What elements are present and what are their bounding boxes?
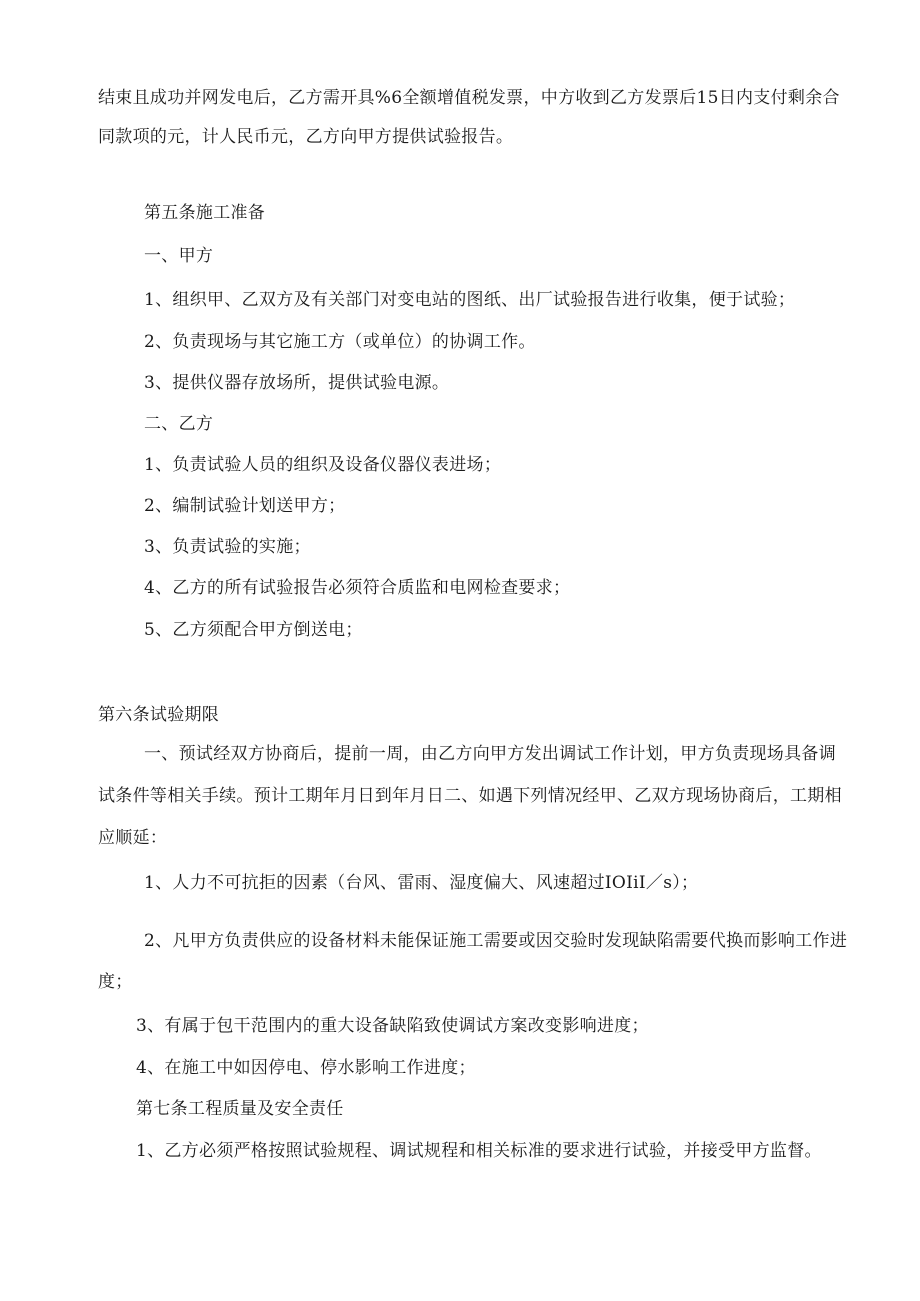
- party-b-item-1: 1、负责试验人员的组织及设备仪器仪表进场；: [144, 455, 502, 475]
- article7-item-1: 1、乙方必须严格按照试验规程、调试规程和相关标准的要求进行试验，并接受甲方监督。: [136, 1141, 822, 1161]
- article6-para1-line-3: 应顺延：: [98, 828, 168, 848]
- party-b-item-4: 4、乙方的所有试验报告必须符合质监和电网检查要求；: [144, 578, 571, 598]
- article6-para1-line-2: 试条件等相关手续。预计工期年月日到年月日二、如遇下列情况经甲、乙双方现场协商后，工期相: [98, 786, 842, 806]
- article6-item-4: 4、在施工中如因停电、停水影响工作进度；: [136, 1058, 476, 1078]
- article6-item-2-line-1: 2、凡甲方负责供应的设备材料未能保证施工需要或因交验时发现缺陷需要代换而影响工作进: [144, 931, 848, 951]
- article6-para1-line-1: 一、预试经双方协商后，提前一周，由乙方向甲方发出调试工作计划，甲方负责现场具备调: [144, 744, 836, 764]
- article6-item-3: 3、有属于包干范围内的重大设备缺陷致使调试方案改变影响进度；: [136, 1016, 649, 1036]
- party-a-item-1: 1、组织甲、乙双方及有关部门对变电站的图纸、出厂试验报告进行收集，便于试验；: [144, 290, 796, 310]
- article6-item-1: 1、人力不可抗拒的因素（台风、雷雨、湿度偏大、风速超过IOIiI／s）；: [144, 873, 699, 893]
- continuation-line-2: 同款项的元，计人民币元，乙方向甲方提供试验报告。: [98, 127, 514, 147]
- party-b-item-5: 5、乙方须配合甲方倒送电；: [144, 620, 363, 640]
- continuation-line-1: 结束且成功并网发电后，乙方需开具%6全额增值税发票，中方收到乙方发票后15日内支付剩余合: [98, 88, 840, 108]
- article6-item-2-line-2: 度；: [98, 972, 133, 992]
- article6-heading: 第六条试验期限: [98, 705, 220, 725]
- article5-heading: 第五条施工准备: [144, 203, 266, 223]
- article7-heading: 第七条工程质量及安全责任: [136, 1099, 344, 1119]
- party-b-heading: 二、乙方: [144, 414, 214, 434]
- party-b-item-3: 3、负责试验的实施；: [144, 537, 311, 557]
- party-a-item-2: 2、负责现场与其它施工方（或单位）的协调工作。: [144, 332, 536, 352]
- party-a-heading: 一、甲方: [144, 246, 214, 266]
- party-b-item-2: 2、编制试验计划送甲方；: [144, 496, 346, 516]
- party-a-item-3: 3、提供仪器存放场所，提供试验电源。: [144, 373, 450, 393]
